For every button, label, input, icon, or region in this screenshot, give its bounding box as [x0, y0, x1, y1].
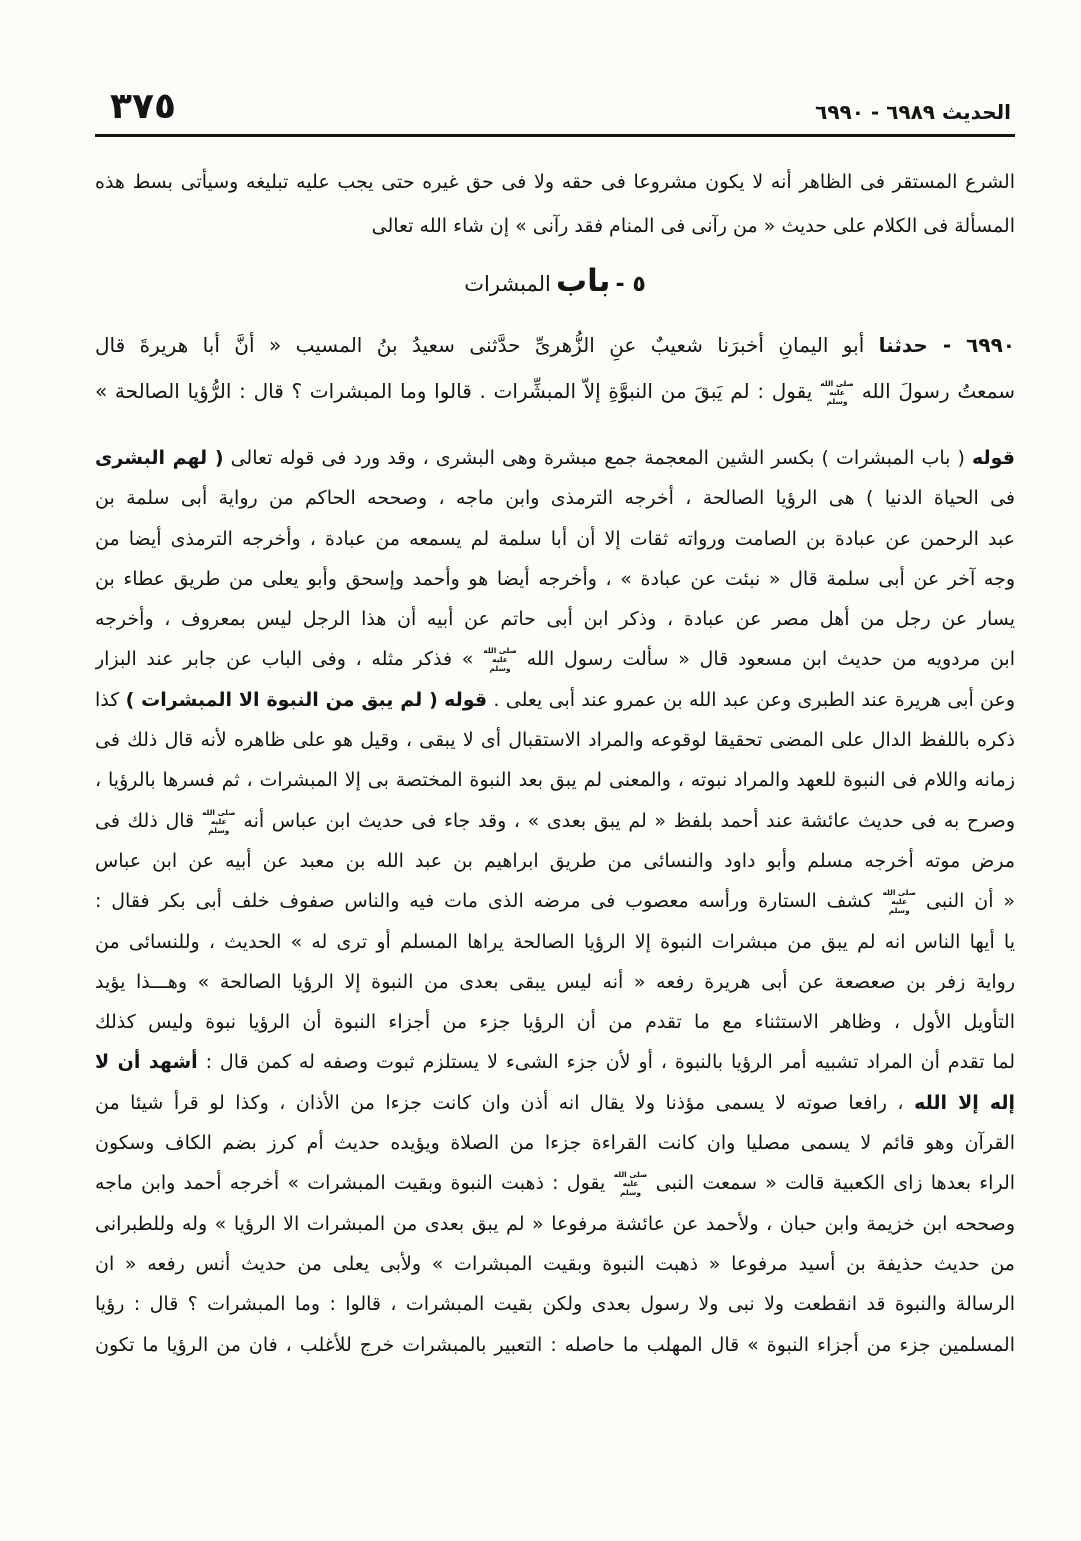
honorific-ligature: صلى الله عليه وسلم [483, 646, 517, 674]
text-line [95, 1325, 1015, 1365]
text-line [95, 1163, 1015, 1203]
bold-term: قوله [444, 688, 488, 711]
text-run: ، رافعا صوته لا يسمى مؤذنا ولا يقال انه أذن وان كانت جزءا من الأذان ، وكذا لو قرأ شيئا من [95, 1091, 915, 1114]
text-run: الراء بعدها زاى الكعبية قالت « سمعت النبى [647, 1172, 1015, 1195]
text-run: ابن مردويه من حديث ابن مسعود قال « سألت رسول الله [517, 648, 1015, 671]
text-run: التأويل الأول ، وظاهر الاستثناء مع ما تقدم من أن الرؤيا جزء من أجزاء النبوة أن الرؤيا نبوة وليس كذلك [95, 1011, 1015, 1034]
text-line [95, 322, 1015, 368]
text-run: عبد الرحمن عن عبادة بن الصامت ورواته ثقات إلا أن أبا سلمة لم يسمعه من عبادة ، وأخرجه الترمذى أيضا من [95, 527, 1015, 550]
text-line [95, 1244, 1015, 1284]
chapter-title: المبشرات [464, 272, 551, 296]
text-run: يا أيها الناس انه لم يبق من مبشرات النبوة إلا الرؤيا الصالحة يراها المسلم أو ترى له » الحديث ، وللنسائى من [95, 930, 1015, 953]
text-run: الرسالة والنبوة قد انقطعت ولا نبى ولا رسول بعدى ولكن بقيت المبشرات ، قالوا : وما المبشرات ؟ قال : رؤيا [95, 1293, 1015, 1316]
text-line [95, 1123, 1015, 1163]
bold-term: ( لهم البشرى [95, 447, 224, 469]
text-line [95, 801, 1015, 841]
bold-term: ( لم يبق من النبوة الا المبشرات ) [125, 688, 438, 711]
chapter-number: ٥ - [615, 272, 646, 297]
text-run: أبو اليمانِ أخبرَنا شعيبٌ عنِ الزُّهرىِّ حدَّثنى سعيدُ بنُ المسيب « أنَّ أبا هريرةَ قال [95, 333, 879, 357]
text-line [95, 841, 1015, 881]
text-line [95, 922, 1015, 962]
text-run: « أن النبى [916, 890, 1015, 913]
text-run: زمانه واللام فى النبوة للعهد والمراد نبوته ، والمعنى لم يبق بعد النبوة المختصة بى إلا المبشرات ، ثم فسرها بالرؤيا ، [95, 769, 1015, 792]
text-run: وصرح به فى حديث عائشة عند أحمد بلفظ « لم يبق بعدى » ، وقد جاء فى حديث ابن عباس أنه [235, 809, 1015, 832]
text-line [95, 519, 1015, 559]
text-run: يقول : لم يَبقَ من النبوَّةِ إلاّ المبشِّرات . قالوا وما المبشرات ؟ قال : الرُّؤيا الصالحة » [95, 379, 821, 403]
text-line [95, 760, 1015, 800]
commentary-text [95, 438, 1015, 1365]
text-line [95, 160, 1015, 204]
text-run: المسألة فى الكلام على حديث « من رآنى فى المنام فقد رآنى » إن شاء الله تعالى [371, 215, 1015, 237]
text-run: كذا [95, 688, 126, 711]
text-run: رواية زفر بن صعصعة عن أبى هريرة رفعه « أنه ليس يبقى بعدى من النبوة إلا الرؤيا الصالحة » وهـــذا يؤيد [95, 970, 1015, 993]
bold-term: قوله [971, 447, 1015, 469]
bold-term: حدثنا [878, 333, 928, 357]
text-line [95, 204, 1015, 248]
text-run: » فذكر مثله ، وفى الباب عن جابر عند البزار [95, 648, 484, 671]
hadith-text [95, 322, 1015, 414]
text-line [95, 881, 1015, 921]
bold-term: ٦٩٩٠ - [927, 333, 1015, 357]
text-line [95, 639, 1015, 679]
chapter-heading [95, 258, 1015, 304]
text-run: مرض موته أخرجه مسلم وأبو داود والنسائى من طريق ابراهيم بن عبد الله بن معبد عن أبيه عن ابن عباس [95, 849, 1015, 872]
text-run: لما تقدم أن المراد تشبيه أمر الرؤيا بالنبوة ، أو لأن جزء الشىء لا يستلزم ثبوت وصفه له كمن قال : [197, 1051, 1015, 1074]
text-line [95, 1204, 1015, 1244]
text-run: المسلمين جزء من أجزاء النبوة » قال المهلب ما حاصله : التعبير بالمبشرات خرج للأغلب ، فان من الرؤيا ما تكون [95, 1333, 1015, 1356]
text-run: كشف الستارة ورأسه معصوب فى مرضه الذى مات فيه والناس صفوف خلف أبى بكر فقال : [95, 890, 883, 913]
text-run: الشرع المستقر فى الظاهر أنه لا يكون مشروعا فى حقه ولا فى حق غيره حتى يجب عليه تبليغه وسيأتى بسط هذه [95, 171, 1015, 193]
text-line [95, 599, 1015, 639]
text-run: ( باب المبشرات ) بكسر الشين المعجمة جمع مبشرة وهى البشرى ، وقد ورد فى قوله تعالى [223, 447, 972, 469]
continued-paragraph [95, 160, 1015, 248]
text-line [95, 478, 1015, 518]
text-run: وعن أبى هريرة عند الطبرى وعن عبد الله بن عمرو عند أبى يعلى . [487, 688, 1015, 711]
text-line [95, 1083, 1015, 1123]
honorific-ligature: صلى الله عليه وسلم [820, 379, 854, 406]
text-run: وصححه ابن خزيمة وابن حبان ، ولأحمد عن عائشة مرفوعا « لم يبق بعدى من المبشرات الا الرؤيا » وله وللطبرانى [95, 1212, 1015, 1235]
text-line [95, 680, 1015, 720]
bold-term: إله إلا الله [914, 1091, 1015, 1114]
page-number: ٣٧٥ [110, 86, 176, 127]
text-line [95, 720, 1015, 760]
text-run: قال ذلك فى [95, 809, 202, 832]
text-line [95, 962, 1015, 1002]
honorific-ligature: صلى الله عليه وسلم [882, 888, 916, 916]
chapter-word-bab: باب [555, 263, 611, 299]
honorific-ligature: صلى الله عليه وسلم [613, 1170, 648, 1198]
text-line [95, 368, 1015, 414]
text-run: يقول : ذهبت النبوة وبقيت المبشرات » أخرجه أحمد وابن ماجه [95, 1172, 614, 1195]
text-run: فى الحياة الدنيا ) هى الرؤيا الصالحة ، أخرجه الترمذى وابن ماجه ، وصححه الحاكم من رواية أبى سلمة بن [95, 487, 1015, 510]
text-run: القرآن وهو قائم لا يسمى مصليا وان كانت القراءة جزءا من الصلاة ويؤيده حديث أم كرز بضم الكاف وسكون [95, 1132, 1015, 1155]
text-line [95, 1042, 1015, 1082]
text-run: وجه آخر عن أبى سلمة قال « نبئت عن عبادة » ، وأخرجه أيضا هو وأحمد وإسحق وأبو يعلى من طريق عطاء بن [95, 567, 1015, 590]
bold-term: أشهد أن لا [95, 1051, 198, 1074]
text-line [95, 438, 1015, 478]
text-line [95, 559, 1015, 599]
text-run: سمعتُ رسولَ الله [854, 379, 1015, 403]
header-rule [95, 134, 1015, 137]
text-run: يسار عن رجل من أهل مصر عن عبادة ، وذكر ابن أبى حاتم عن أبيه أن هذا الرجل ليس بمعروف ، وأخرجه [95, 608, 1015, 631]
running-head: الحديث ٦٩٨٩ - ٦٩٩٠ [815, 100, 1011, 124]
text-run: ذكره باللفظ الدال على المضى تحقيقا لوقوعه والمراد الاستقبال أى لا يبقى ، وقيل هو على ظاهره لأنه قال ذلك فى [95, 729, 1015, 752]
text-run: من حديث حذيفة بن أسيد مرفوعا « ذهبت النبوة وبقيت المبشرات » ولأبى يعلى من حديث أنس رفعه « ان [95, 1252, 1015, 1275]
text-line [95, 1284, 1015, 1324]
honorific-ligature: صلى الله عليه وسلم [201, 807, 236, 835]
text-line [95, 1002, 1015, 1042]
